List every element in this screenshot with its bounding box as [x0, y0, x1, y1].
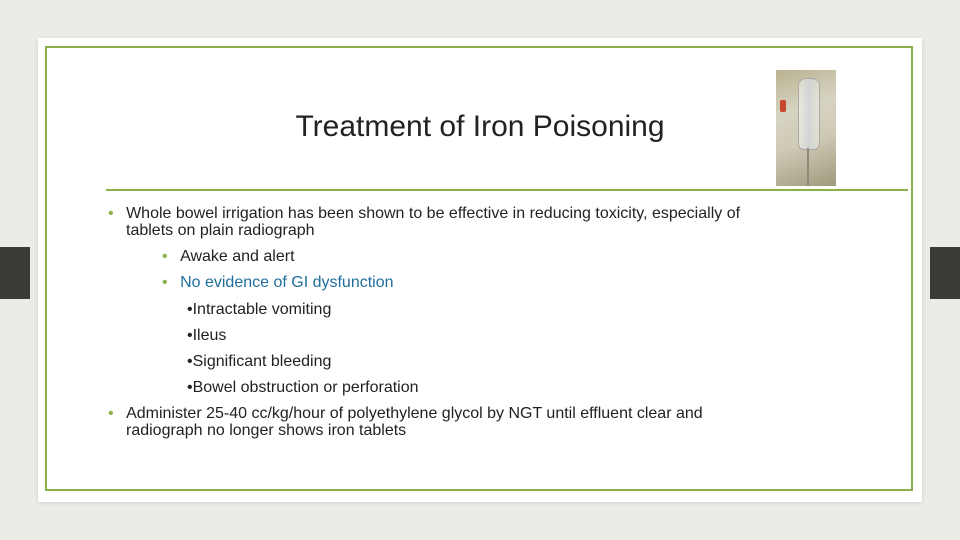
left-edge-tab [0, 247, 30, 299]
bullet-marker: • [108, 405, 114, 422]
bullet-marker: • [162, 248, 168, 265]
bullet-1-continued: tablets on plain radiograph [126, 222, 315, 239]
slide-title: Treatment of Iron Poisoning [295, 110, 665, 143]
bullet-text: Intractable vomiting [192, 301, 332, 318]
sub-sub-bullet-3 [187, 353, 331, 370]
bullet-text: Awake and alert [180, 248, 295, 265]
bullet-text: Significant bleeding [192, 353, 332, 370]
bullet-marker: • [187, 327, 193, 344]
sub-sub-bullet-2 [187, 327, 226, 344]
bullet-text: Bowel obstruction or perforation [192, 379, 419, 396]
bullet-text: Ileus [192, 327, 227, 344]
bullet-text: No evidence of GI dysfunction [180, 274, 394, 291]
sub-sub-bullet-4 [187, 379, 419, 396]
bullet-marker: • [187, 301, 193, 318]
sub-bullet-2 [162, 274, 394, 291]
right-edge-tab [930, 247, 960, 299]
iv-bag-icon [798, 78, 820, 150]
sub-sub-bullet-1 [187, 301, 331, 318]
bullet-2 [108, 405, 703, 422]
title-divider [106, 189, 908, 191]
bullet-1 [108, 205, 740, 222]
iv-bag-photo [776, 70, 836, 186]
iv-tube-icon [807, 148, 809, 186]
bullet-marker: • [187, 353, 193, 370]
bullet-marker: • [187, 379, 193, 396]
bullet-text: Administer 25-40 cc/kg/hour of polyethylene glycol by NGT until effluent clear and [126, 405, 703, 422]
bullet-marker: • [162, 274, 168, 291]
bullet-text: Whole bowel irrigation has been shown to be effective in reducing toxicity, especially of [126, 205, 741, 222]
bullet-marker: • [108, 205, 114, 222]
sub-bullet-1 [162, 248, 295, 265]
photo-detail [780, 100, 786, 112]
bullet-2-continued: radiograph no longer shows iron tablets [126, 422, 407, 439]
